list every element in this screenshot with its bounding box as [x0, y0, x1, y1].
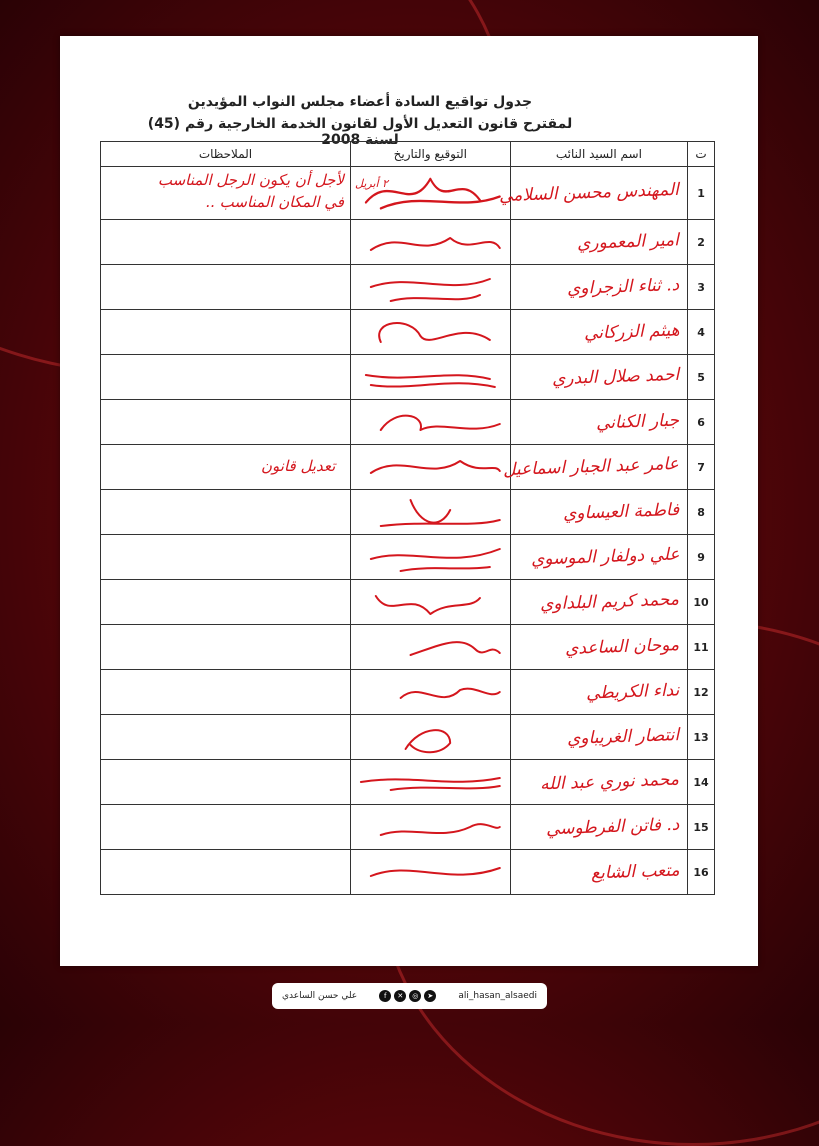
deputy-name-cell [510, 715, 687, 760]
deputy-name-cell [510, 400, 687, 445]
signature-cell [350, 445, 510, 490]
handwritten-name: جبار الكناني [595, 410, 680, 434]
handwritten-name: احمد صلال البدري [551, 364, 680, 390]
facebook-icon[interactable]: f [379, 990, 391, 1002]
notes-cell [101, 400, 351, 445]
document-page [60, 36, 758, 966]
signature-stroke [371, 279, 490, 301]
row-number: 6 [688, 400, 715, 445]
handwritten-name: المهندس محسن السلامي [498, 179, 680, 207]
column-header-name: اسم السيد النائب [510, 142, 687, 167]
signature-scribble [351, 490, 510, 534]
row-number: 5 [688, 355, 715, 400]
signature-stroke [410, 642, 499, 655]
notes-cell [101, 805, 351, 850]
footer-handle: ali_hasan_alsaedi [458, 991, 537, 1001]
deputy-name-cell [510, 535, 687, 580]
telegram-icon[interactable]: ➤ [424, 990, 436, 1002]
deputy-name-cell [510, 760, 687, 805]
signature-scribble [351, 535, 510, 579]
table-row [101, 625, 715, 670]
handwritten-name: محمد نوري عبد الله [539, 769, 680, 795]
signature-scribble [351, 625, 510, 669]
signature-cell [350, 355, 510, 400]
signature-cell [350, 167, 510, 220]
signature-stroke [381, 824, 500, 835]
signature-cell [350, 805, 510, 850]
table-row [101, 355, 715, 400]
document-title: جدول تواقيع السادة أعضاء مجلس النواب المؤيدين [187, 94, 533, 110]
deputy-name-cell [498, 167, 687, 220]
signature-table [100, 141, 715, 895]
table-row [101, 715, 715, 760]
signature-scribble [351, 265, 510, 309]
x-icon[interactable]: ✕ [394, 990, 406, 1002]
notes-cell [101, 625, 351, 670]
table-row [101, 535, 715, 580]
handwritten-name: نداء الكريطي [585, 680, 680, 704]
instagram-icon[interactable]: ◎ [409, 990, 421, 1002]
row-number: 9 [688, 535, 715, 580]
row-number: 14 [688, 760, 715, 805]
signature-scribble [351, 580, 510, 624]
row-number: 2 [688, 220, 715, 265]
signature-stroke [361, 778, 500, 790]
table-row [101, 445, 715, 490]
deputy-name-cell [510, 670, 687, 715]
signature-stroke [406, 730, 451, 752]
notes-cell [101, 580, 351, 625]
handwritten-name: علي دولفار الموسوي [530, 544, 680, 570]
row-number: 8 [688, 490, 715, 535]
row-number: 16 [688, 850, 715, 895]
handwritten-name: انتصار الغريباوي [566, 725, 680, 749]
notes-cell [101, 310, 351, 355]
row-number: 7 [688, 445, 715, 490]
row-number: 4 [688, 310, 715, 355]
signature-scribble [351, 220, 510, 264]
table-row [101, 670, 715, 715]
signature-scribble [351, 167, 510, 219]
signature-stroke [371, 549, 500, 571]
table-row [101, 265, 715, 310]
notes-cell [101, 850, 351, 895]
row-number: 3 [688, 265, 715, 310]
row-number: 10 [688, 580, 715, 625]
handwritten-note: تعديل قانون [261, 457, 336, 475]
row-number: 11 [688, 625, 715, 670]
social-icons [379, 990, 436, 1002]
table-row [101, 167, 715, 220]
table-row [101, 490, 715, 535]
signature-date: ٢ أبريل [354, 177, 388, 190]
row-number: 13 [688, 715, 715, 760]
signature-cell [350, 400, 510, 445]
deputy-name-cell [510, 220, 687, 265]
row-number: 15 [688, 805, 715, 850]
column-header-notes: الملاحظات [101, 142, 351, 167]
handwritten-name: امير المعموري [576, 230, 680, 254]
handwritten-name: د. ثناء الزجراوي [566, 275, 680, 299]
signature-scribble [351, 850, 510, 894]
handwritten-name: موحان الساعدي [564, 635, 680, 659]
deputy-name-cell [510, 490, 687, 535]
signature-scribble [351, 310, 510, 354]
column-header-signature: التوقيع والتاريخ [350, 142, 510, 167]
signature-scribble [351, 715, 510, 759]
signature-cell [350, 625, 510, 670]
signature-cell [350, 670, 510, 715]
table-header-row [101, 142, 715, 167]
signature-cell [350, 850, 510, 895]
signature-scribble [351, 805, 510, 849]
row-number: 1 [688, 167, 715, 220]
notes-cell [101, 715, 351, 760]
signature-cell [350, 715, 510, 760]
signature-cell [350, 760, 510, 805]
signature-stroke [379, 323, 490, 342]
footer-bar [272, 983, 547, 1009]
deputy-name-cell [510, 850, 687, 895]
notes-cell [101, 760, 351, 805]
notes-cell [101, 445, 351, 490]
table-row [101, 850, 715, 895]
signature-cell [350, 535, 510, 580]
signature-scribble [351, 355, 510, 399]
signature-scribble [351, 760, 510, 804]
table-row [101, 805, 715, 850]
signature-scribble [351, 670, 510, 714]
signature-scribble [351, 400, 510, 444]
signature-cell [350, 265, 510, 310]
signature-stroke [401, 689, 500, 698]
table-row [101, 760, 715, 805]
notes-cell [101, 490, 351, 535]
signature-stroke [371, 461, 500, 473]
handwritten-name: عامر عبد الجبار اسماعيل [503, 453, 680, 481]
signature-cell [350, 490, 510, 535]
notes-cell [101, 670, 351, 715]
notes-cell [101, 167, 351, 220]
signature-stroke [381, 500, 500, 526]
handwritten-name: محمد كريم البلداوي [539, 589, 680, 615]
handwritten-name: فاطمة العيساوي [562, 499, 680, 525]
signature-cell [350, 310, 510, 355]
signature-stroke [371, 238, 500, 250]
notes-cell [101, 355, 351, 400]
deputy-name-cell [510, 265, 687, 310]
deputy-name-cell [510, 625, 687, 670]
handwritten-note: لأجل أن يكون الرجل المناسب [157, 171, 344, 189]
deputy-name-cell [510, 580, 687, 625]
notes-cell [101, 265, 351, 310]
handwritten-name: هيثم الزركاني [583, 320, 680, 344]
signature-stroke [371, 868, 500, 876]
signature-stroke [376, 596, 480, 614]
document-subtitle: لمقترح قانون التعديل الأول لقانون الخدمة الخارجية رقم (45) لسنة 2008 [147, 116, 573, 148]
column-header-num: ت [688, 142, 715, 167]
table-row [101, 400, 715, 445]
deputy-name-cell [503, 445, 687, 490]
deputy-name-cell [510, 310, 687, 355]
notes-cell [101, 220, 351, 265]
handwritten-name: د. فاتن الفرطوسي [545, 814, 680, 840]
signature-stroke [366, 375, 495, 387]
signature-scribble [351, 445, 510, 489]
table-row [101, 310, 715, 355]
handwritten-note: في المكان المناسب .. [205, 193, 344, 211]
footer-author: علي حسن الساعدي [282, 991, 358, 1001]
notes-cell [101, 535, 351, 580]
table-row [101, 220, 715, 265]
signature-cell [350, 580, 510, 625]
table-row [101, 580, 715, 625]
deputy-name-cell [510, 805, 687, 850]
signature-stroke [381, 416, 500, 430]
signature-cell [350, 220, 510, 265]
handwritten-name: متعب الشايع [590, 860, 680, 884]
deputy-name-cell [510, 355, 687, 400]
row-number: 12 [688, 670, 715, 715]
